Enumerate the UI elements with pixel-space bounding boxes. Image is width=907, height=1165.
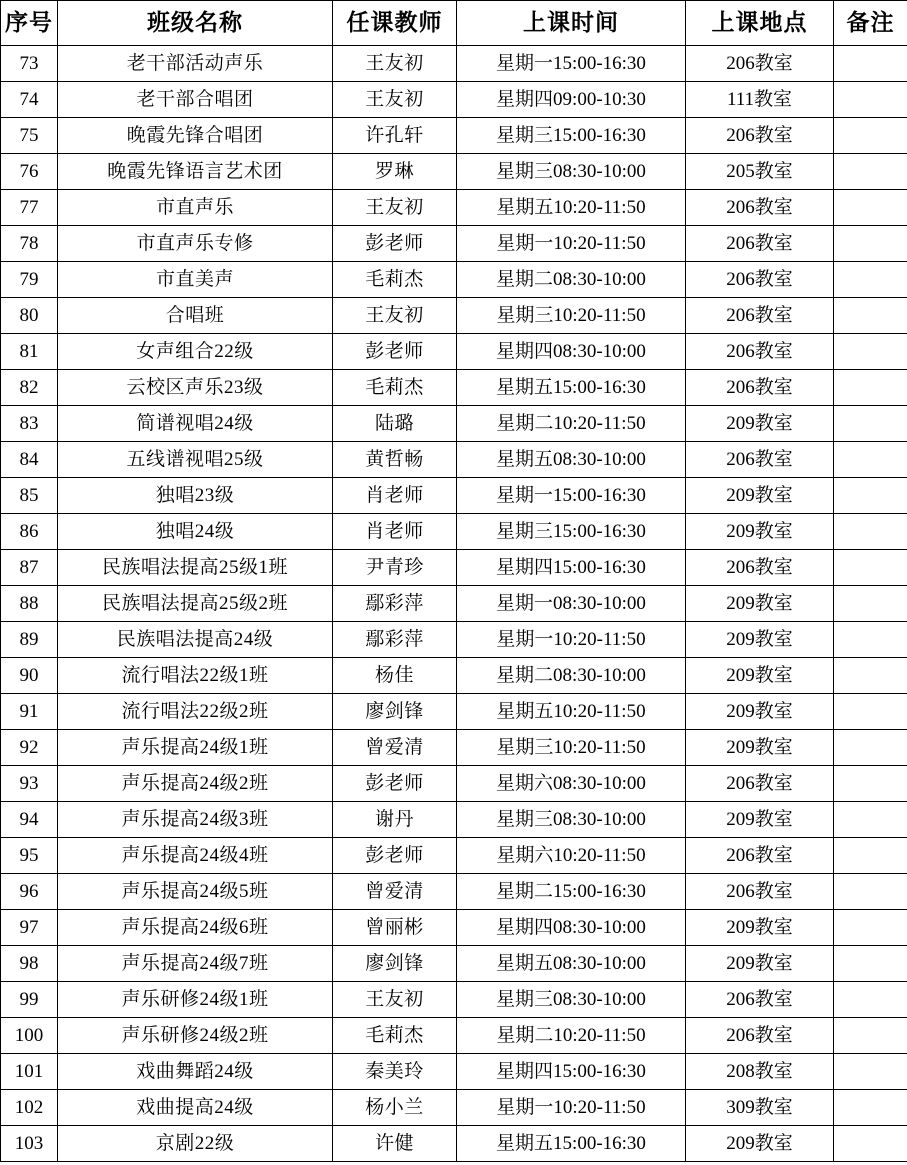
cell-remark	[834, 838, 907, 874]
table-row	[1, 766, 907, 802]
cell-teacher: 曾爱清	[333, 730, 457, 766]
cell-location: 206教室	[686, 982, 834, 1018]
cell-class-name: 市直声乐	[58, 190, 333, 226]
cell-index: 88	[1, 586, 58, 622]
table-row	[1, 406, 907, 442]
cell-teacher: 廖剑锋	[333, 694, 457, 730]
cell-remark	[834, 946, 907, 982]
cell-index: 94	[1, 802, 58, 838]
table-row	[1, 838, 907, 874]
cell-index: 101	[1, 1054, 58, 1090]
cell-index: 78	[1, 226, 58, 262]
cell-remark	[834, 442, 907, 478]
cell-location: 209教室	[686, 478, 834, 514]
cell-class-time: 星期四08:30-10:00	[457, 334, 686, 370]
cell-remark	[834, 334, 907, 370]
cell-index: 76	[1, 154, 58, 190]
cell-remark	[834, 154, 907, 190]
cell-index: 74	[1, 82, 58, 118]
table-row	[1, 46, 907, 82]
cell-teacher: 王友初	[333, 46, 457, 82]
cell-teacher: 曾爱清	[333, 874, 457, 910]
cell-class-time: 星期二10:20-11:50	[457, 406, 686, 442]
cell-class-time: 星期三08:30-10:00	[457, 154, 686, 190]
cell-class-name: 民族唱法提高25级2班	[58, 586, 333, 622]
cell-class-name: 声乐提高24级3班	[58, 802, 333, 838]
cell-class-name: 晚霞先锋合唱团	[58, 118, 333, 154]
column-header-index: 序号	[1, 1, 58, 46]
cell-teacher: 肖老师	[333, 514, 457, 550]
cell-remark	[834, 730, 907, 766]
cell-class-name: 云校区声乐23级	[58, 370, 333, 406]
cell-class-name: 五线谱视唱25级	[58, 442, 333, 478]
cell-class-time: 星期一10:20-11:50	[457, 1090, 686, 1126]
cell-class-time: 星期五15:00-16:30	[457, 370, 686, 406]
cell-location: 206教室	[686, 838, 834, 874]
cell-teacher: 廖剑锋	[333, 946, 457, 982]
cell-remark	[834, 1054, 907, 1090]
table-row	[1, 694, 907, 730]
cell-location: 206教室	[686, 442, 834, 478]
cell-teacher: 毛莉杰	[333, 1018, 457, 1054]
cell-teacher: 毛莉杰	[333, 370, 457, 406]
cell-index: 83	[1, 406, 58, 442]
cell-class-name: 声乐研修24级1班	[58, 982, 333, 1018]
cell-remark	[834, 586, 907, 622]
cell-teacher: 彭老师	[333, 838, 457, 874]
cell-location: 209教室	[686, 658, 834, 694]
cell-teacher: 彭老师	[333, 766, 457, 802]
cell-class-time: 星期四15:00-16:30	[457, 550, 686, 586]
cell-remark	[834, 298, 907, 334]
table-row	[1, 190, 907, 226]
cell-index: 92	[1, 730, 58, 766]
cell-teacher: 谢丹	[333, 802, 457, 838]
cell-class-time: 星期二10:20-11:50	[457, 1018, 686, 1054]
table-row	[1, 586, 907, 622]
cell-class-time: 星期二08:30-10:00	[457, 658, 686, 694]
column-header-location: 上课地点	[686, 1, 834, 46]
cell-index: 103	[1, 1126, 58, 1162]
cell-teacher: 罗琳	[333, 154, 457, 190]
cell-class-time: 星期六10:20-11:50	[457, 838, 686, 874]
cell-remark	[834, 910, 907, 946]
table-row	[1, 1054, 907, 1090]
cell-class-name: 市直声乐专修	[58, 226, 333, 262]
cell-teacher: 毛莉杰	[333, 262, 457, 298]
cell-location: 206教室	[686, 550, 834, 586]
cell-class-name: 戏曲舞蹈24级	[58, 1054, 333, 1090]
cell-class-name: 京剧22级	[58, 1126, 333, 1162]
cell-location: 206教室	[686, 118, 834, 154]
cell-location: 208教室	[686, 1054, 834, 1090]
cell-class-time: 星期四15:00-16:30	[457, 1054, 686, 1090]
cell-class-time: 星期三15:00-16:30	[457, 118, 686, 154]
cell-index: 81	[1, 334, 58, 370]
cell-index: 100	[1, 1018, 58, 1054]
cell-index: 80	[1, 298, 58, 334]
column-header-class-name: 班级名称	[58, 1, 333, 46]
cell-class-name: 老干部合唱团	[58, 82, 333, 118]
cell-index: 75	[1, 118, 58, 154]
cell-location: 209教室	[686, 730, 834, 766]
cell-remark	[834, 514, 907, 550]
table-header-row	[1, 1, 907, 46]
cell-remark	[834, 802, 907, 838]
cell-class-time: 星期三10:20-11:50	[457, 298, 686, 334]
cell-class-name: 声乐提高24级5班	[58, 874, 333, 910]
cell-remark	[834, 874, 907, 910]
cell-class-name: 声乐提高24级4班	[58, 838, 333, 874]
cell-location: 206教室	[686, 262, 834, 298]
cell-index: 91	[1, 694, 58, 730]
table-row	[1, 550, 907, 586]
column-header-class-time: 上课时间	[457, 1, 686, 46]
cell-class-name: 声乐提高24级6班	[58, 910, 333, 946]
cell-teacher: 鄢彩萍	[333, 586, 457, 622]
table-row	[1, 226, 907, 262]
cell-teacher: 肖老师	[333, 478, 457, 514]
cell-class-time: 星期五15:00-16:30	[457, 1126, 686, 1162]
cell-location: 209教室	[686, 946, 834, 982]
cell-remark	[834, 982, 907, 1018]
table-row	[1, 1090, 907, 1126]
cell-index: 84	[1, 442, 58, 478]
cell-location: 206教室	[686, 1018, 834, 1054]
cell-class-name: 合唱班	[58, 298, 333, 334]
cell-class-time: 星期一10:20-11:50	[457, 622, 686, 658]
cell-teacher: 杨小兰	[333, 1090, 457, 1126]
cell-class-time: 星期五10:20-11:50	[457, 190, 686, 226]
cell-remark	[834, 190, 907, 226]
cell-index: 90	[1, 658, 58, 694]
cell-class-name: 声乐提高24级1班	[58, 730, 333, 766]
cell-location: 206教室	[686, 766, 834, 802]
cell-class-time: 星期二08:30-10:00	[457, 262, 686, 298]
cell-teacher: 杨佳	[333, 658, 457, 694]
cell-location: 206教室	[686, 46, 834, 82]
cell-index: 73	[1, 46, 58, 82]
cell-location: 206教室	[686, 190, 834, 226]
table-row	[1, 514, 907, 550]
table-row	[1, 478, 907, 514]
cell-index: 102	[1, 1090, 58, 1126]
cell-index: 82	[1, 370, 58, 406]
table-row	[1, 1126, 907, 1162]
cell-class-name: 民族唱法提高24级	[58, 622, 333, 658]
cell-class-name: 声乐提高24级7班	[58, 946, 333, 982]
cell-remark	[834, 1090, 907, 1126]
cell-remark	[834, 118, 907, 154]
table-row	[1, 82, 907, 118]
cell-teacher: 彭老师	[333, 226, 457, 262]
cell-location: 209教室	[686, 694, 834, 730]
cell-remark	[834, 766, 907, 802]
cell-class-time: 星期六08:30-10:00	[457, 766, 686, 802]
cell-class-time: 星期一08:30-10:00	[457, 586, 686, 622]
cell-index: 96	[1, 874, 58, 910]
cell-class-name: 民族唱法提高25级1班	[58, 550, 333, 586]
cell-remark	[834, 478, 907, 514]
table-row	[1, 442, 907, 478]
cell-location: 209教室	[686, 586, 834, 622]
table-row	[1, 370, 907, 406]
table-row	[1, 1018, 907, 1054]
cell-location: 206教室	[686, 226, 834, 262]
table-header	[1, 1, 907, 46]
cell-index: 95	[1, 838, 58, 874]
cell-teacher: 王友初	[333, 982, 457, 1018]
cell-location: 209教室	[686, 802, 834, 838]
table-row	[1, 298, 907, 334]
cell-class-name: 女声组合22级	[58, 334, 333, 370]
cell-class-name: 独唱23级	[58, 478, 333, 514]
cell-remark	[834, 550, 907, 586]
cell-class-time: 星期一15:00-16:30	[457, 478, 686, 514]
cell-teacher: 鄢彩萍	[333, 622, 457, 658]
cell-location: 209教室	[686, 406, 834, 442]
table-row	[1, 982, 907, 1018]
cell-location: 205教室	[686, 154, 834, 190]
cell-class-name: 戏曲提高24级	[58, 1090, 333, 1126]
cell-index: 97	[1, 910, 58, 946]
table-row	[1, 262, 907, 298]
cell-teacher: 曾丽彬	[333, 910, 457, 946]
cell-class-time: 星期二15:00-16:30	[457, 874, 686, 910]
cell-class-time: 星期三08:30-10:00	[457, 982, 686, 1018]
cell-location: 209教室	[686, 1126, 834, 1162]
table-row	[1, 658, 907, 694]
table-row	[1, 802, 907, 838]
column-header-teacher: 任课教师	[333, 1, 457, 46]
cell-remark	[834, 694, 907, 730]
cell-class-name: 老干部活动声乐	[58, 46, 333, 82]
cell-remark	[834, 262, 907, 298]
cell-class-time: 星期四09:00-10:30	[457, 82, 686, 118]
cell-location: 309教室	[686, 1090, 834, 1126]
cell-remark	[834, 1018, 907, 1054]
cell-class-name: 声乐研修24级2班	[58, 1018, 333, 1054]
table-row	[1, 910, 907, 946]
cell-class-time: 星期五10:20-11:50	[457, 694, 686, 730]
cell-remark	[834, 46, 907, 82]
cell-location: 111教室	[686, 82, 834, 118]
cell-teacher: 黄哲畅	[333, 442, 457, 478]
cell-teacher: 王友初	[333, 190, 457, 226]
column-header-remark: 备注	[834, 1, 907, 46]
table-row	[1, 622, 907, 658]
cell-teacher: 许健	[333, 1126, 457, 1162]
cell-index: 99	[1, 982, 58, 1018]
cell-location: 206教室	[686, 334, 834, 370]
cell-location: 206教室	[686, 298, 834, 334]
cell-index: 85	[1, 478, 58, 514]
cell-class-name: 晚霞先锋语言艺术团	[58, 154, 333, 190]
cell-remark	[834, 406, 907, 442]
cell-class-time: 星期五08:30-10:00	[457, 442, 686, 478]
cell-teacher: 秦美玲	[333, 1054, 457, 1090]
cell-class-time: 星期五08:30-10:00	[457, 946, 686, 982]
cell-class-time: 星期四08:30-10:00	[457, 910, 686, 946]
cell-class-name: 独唱24级	[58, 514, 333, 550]
table-row	[1, 154, 907, 190]
cell-class-time: 星期一15:00-16:30	[457, 46, 686, 82]
cell-teacher: 王友初	[333, 82, 457, 118]
cell-class-name: 流行唱法22级2班	[58, 694, 333, 730]
cell-location: 206教室	[686, 370, 834, 406]
cell-class-time: 星期一10:20-11:50	[457, 226, 686, 262]
cell-class-time: 星期三15:00-16:30	[457, 514, 686, 550]
cell-index: 87	[1, 550, 58, 586]
table-body	[1, 46, 907, 1162]
cell-teacher: 许孔轩	[333, 118, 457, 154]
cell-location: 206教室	[686, 874, 834, 910]
cell-remark	[834, 658, 907, 694]
cell-class-time: 星期三08:30-10:00	[457, 802, 686, 838]
table-row	[1, 946, 907, 982]
cell-teacher: 彭老师	[333, 334, 457, 370]
table-row	[1, 118, 907, 154]
table-row	[1, 334, 907, 370]
cell-index: 98	[1, 946, 58, 982]
table-row	[1, 874, 907, 910]
cell-remark	[834, 1126, 907, 1162]
cell-remark	[834, 370, 907, 406]
table-row	[1, 730, 907, 766]
cell-class-name: 声乐提高24级2班	[58, 766, 333, 802]
cell-class-time: 星期三10:20-11:50	[457, 730, 686, 766]
cell-location: 209教室	[686, 910, 834, 946]
cell-remark	[834, 82, 907, 118]
cell-class-name: 市直美声	[58, 262, 333, 298]
cell-remark	[834, 226, 907, 262]
cell-index: 77	[1, 190, 58, 226]
cell-location: 209教室	[686, 514, 834, 550]
cell-location: 209教室	[686, 622, 834, 658]
cell-index: 86	[1, 514, 58, 550]
cell-class-name: 流行唱法22级1班	[58, 658, 333, 694]
cell-remark	[834, 622, 907, 658]
cell-teacher: 陆璐	[333, 406, 457, 442]
cell-teacher: 王友初	[333, 298, 457, 334]
cell-index: 93	[1, 766, 58, 802]
cell-teacher: 尹青珍	[333, 550, 457, 586]
cell-index: 89	[1, 622, 58, 658]
cell-class-name: 简谱视唱24级	[58, 406, 333, 442]
cell-index: 79	[1, 262, 58, 298]
